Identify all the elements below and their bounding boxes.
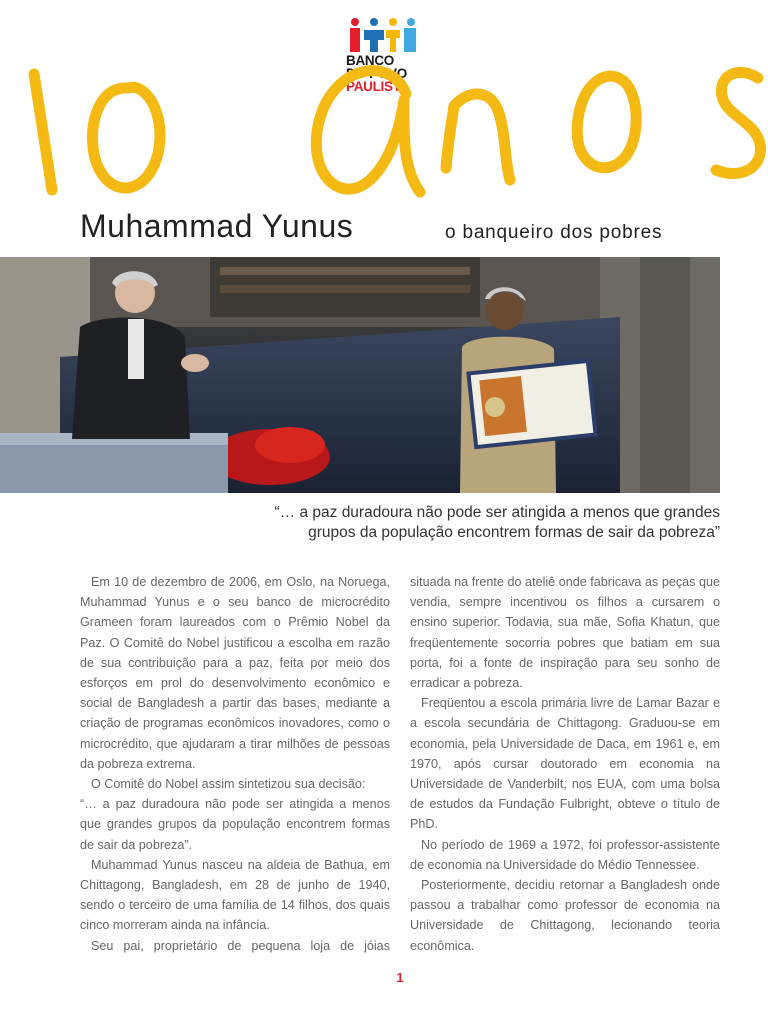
paragraph: O Comitê do Nobel assim sintetizou sua decisão:	[91, 777, 366, 792]
paragraph: Seu pai, proprietário de pequena loja de jóias	[91, 938, 390, 953]
body-column-right	[410, 572, 720, 956]
paragraph: situada na frente do ateliê onde fabricava as peças que vendia, sempre incentivou os filhos a cursarem o ensino superior. Todavia, sua mãe, Sofia Khatun, que freqüentemente socorria pobres que batiam em sua porta, foi a fonte de inspiração para seu sonho de erradicar a pobreza.	[410, 575, 720, 691]
body-column-left	[80, 572, 390, 956]
paragraph: Posteriormente, decidiu retornar a Bangladesh onde passou a trabalhar como professor de economia na Universidade de Chittagong, lecionando teoria econômica.	[410, 878, 720, 953]
pull-quote	[100, 503, 720, 543]
logo-line-3: PAULISTA	[346, 79, 410, 94]
page-number: 1	[396, 970, 404, 985]
paragraph: No período de 1969 a 1972, foi professor-assistente de economia na Universidade do Médio Tennessee.	[410, 837, 720, 872]
logo-line-2: DO POVO	[346, 66, 407, 81]
paragraph: Em 10 de dezembro de 2006, em Oslo, na Noruega, Muhammad Yunus e o seu banco de microcrédito Grameen foram laureados com o Prêmio Nobel da Paz. O Comitê do Nobel justificou a escolha em razão de sua contribuição para a paz, feita por meio dos esforços em prol do desenvolvimento econômico e social de Bangladesh a partir das bases, mediante a criação de programas econômicos inovadores, como o microcrédito, que ajudaram a tirar milhões de pessoas da pobreza extrema.	[80, 575, 390, 771]
paragraph: Freqüentou a escola primária livre de Lamar Bazar e a escola secundária de Chittagong. Graduou-se em economia, pela Universidade de Daca, em 1961 e, em 1970, após cursar doutorado em economia na Universidade de Vanderbilt, nos EUA, com uma bolsa de estudos da Fundação Fulbright, obteve o título de PhD.	[410, 696, 720, 832]
logo-line-1: BANCO	[346, 53, 394, 68]
pull-quote-line-2: grupos da população encontrem formas de sair da pobreza”	[308, 524, 720, 541]
headline-10-anos	[0, 30, 768, 210]
paragraph: “… a paz duradoura não pode ser atingida a menos que grandes grupos da população encontrem formas de sair da pobreza”.	[80, 797, 390, 852]
nobel-ceremony-photo	[0, 257, 720, 493]
page-subtitle: o banqueiro dos pobres	[445, 222, 663, 243]
pull-quote-line-1: “… a paz duradoura não pode ser atingida a menos que grandes	[274, 504, 720, 521]
paragraph: Muhammad Yunus nasceu na aldeia de Bathua, em Chittagong, Bangladesh, em 28 de junho de 1940, sendo o terceiro de uma família de 14 filhos, dos quais cinco morreram ainda na infância.	[80, 857, 390, 933]
page-title: Muhammad Yunus	[80, 208, 354, 244]
